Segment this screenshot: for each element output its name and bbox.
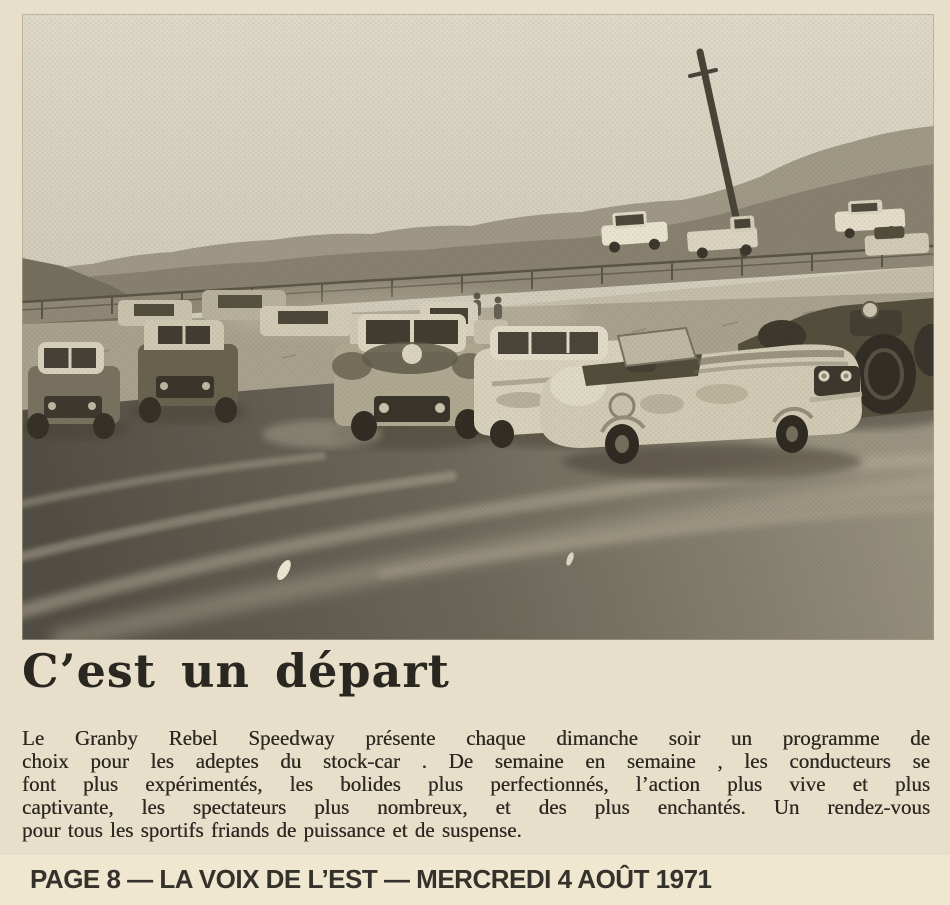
article-body <box>22 727 930 842</box>
body-line: Le Granby Rebel Speedway présente chaque dimanche soir un programme de <box>22 726 930 750</box>
photo-stock-car-race-start <box>22 14 934 640</box>
body-line: captivante, les spectateurs plus nombreux, et des plus enchantés. Un rendez-vous <box>22 795 930 819</box>
article-headline: C’est un départ <box>22 644 450 698</box>
body-line: choix pour les adeptes du stock-car . De semaine en semaine , les conducteurs se <box>22 749 930 773</box>
body-line: font plus expérimentés, les bolides plus perfectionnés, l’action plus vive et plus <box>22 772 930 796</box>
body-line: pour tous les sportifs friands de puissance et de suspense. <box>22 818 522 842</box>
page-footer <box>0 855 950 905</box>
page-footer-text: PAGE 8 — LA VOIX DE L’EST — MERCREDI 4 AOÛT 1971 <box>30 864 712 894</box>
